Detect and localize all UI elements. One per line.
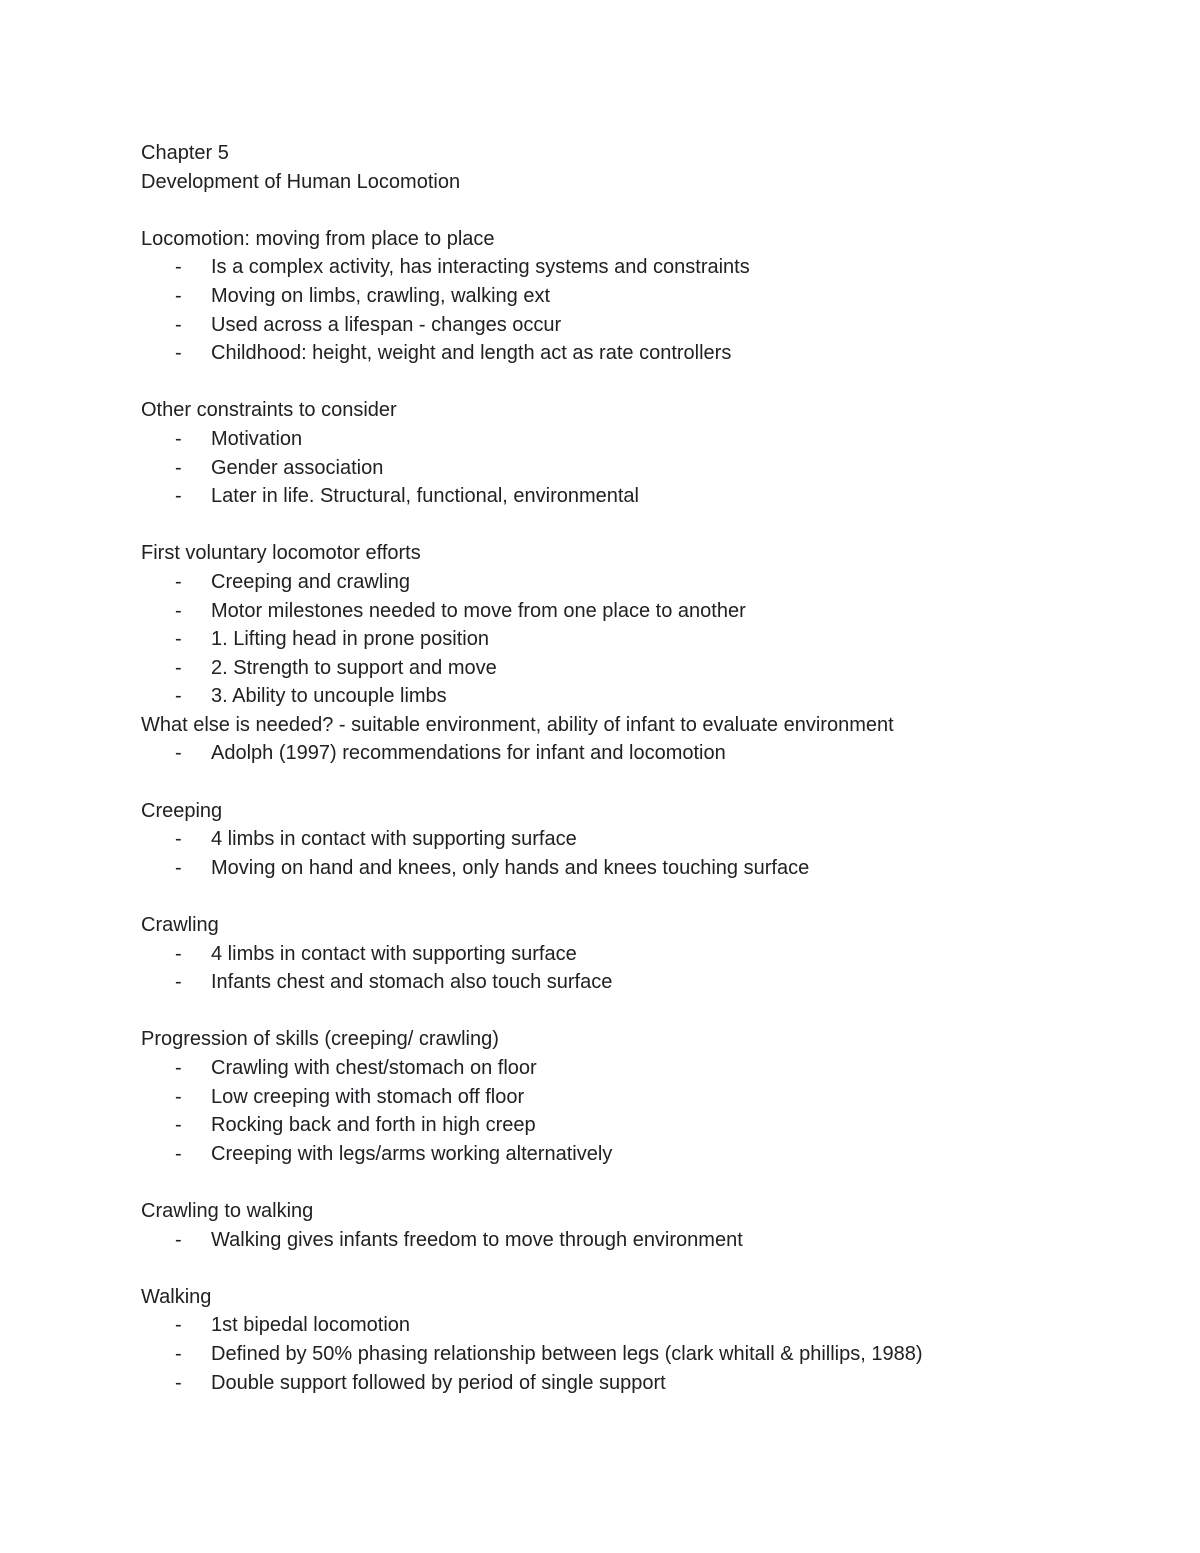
list-item-text: Creeping and crawling: [211, 570, 411, 593]
list-item-text: 1st bipedal locomotion: [211, 1314, 411, 1337]
document-page: [141, 139, 1141, 1397]
bullet-dash: -: [175, 456, 182, 479]
list-item: [141, 253, 1141, 282]
list-item-text: Rocking back and forth in high creep: [211, 1114, 536, 1137]
list-item-text: Used across a lifespan - changes occur: [211, 313, 562, 336]
list-item: [141, 682, 1141, 711]
spacer: [141, 196, 1141, 225]
list-item: [141, 1140, 1141, 1169]
list-item-text: Double support followed by period of single support: [211, 1371, 666, 1394]
section-heading: Crawling to walking: [141, 1199, 314, 1222]
bullet-dash: -: [175, 942, 182, 965]
list-item-text: 1. Lifting head in prone position: [211, 628, 489, 651]
list-item: [141, 1340, 1141, 1369]
bullet-dash: -: [175, 685, 182, 708]
list-item: [141, 311, 1141, 340]
list-item: [141, 1226, 1141, 1255]
list-item-text: Adolph (1997) recommendations for infant and locomotion: [211, 742, 726, 765]
bullet-dash: -: [175, 1371, 182, 1394]
list-item: [141, 968, 1141, 997]
list-item: [141, 454, 1141, 483]
list-item: [141, 1054, 1141, 1083]
bullet-dash: -: [175, 1057, 182, 1079]
list-item: [141, 1311, 1141, 1340]
section-heading: Crawling: [141, 914, 219, 937]
list-item: [141, 1369, 1141, 1398]
bullet-dash: -: [175, 1142, 182, 1165]
list-item: [141, 568, 1141, 597]
section-followup-heading: What else is needed? - suitable environment, ability of infant to evaluate environment: [141, 713, 894, 736]
spacer: [141, 511, 1141, 540]
list-item: [141, 425, 1141, 454]
bullet-dash: -: [175, 313, 182, 336]
section-heading: Walking: [141, 1285, 212, 1308]
section-heading: Creeping: [141, 799, 223, 822]
list-item-text: Crawling with chest/stomach on floor: [211, 1057, 537, 1079]
bullet-dash: -: [175, 856, 182, 879]
bullet-dash: -: [175, 1342, 182, 1365]
bullet-dash: -: [175, 570, 182, 593]
list-item: [141, 940, 1141, 969]
list-item-text: Moving on limbs, crawling, walking ext: [211, 284, 551, 307]
list-item: [141, 654, 1141, 683]
list-item-text: 4 limbs in contact with supporting surface: [211, 828, 577, 851]
list-item: [141, 1083, 1141, 1112]
list-item: [141, 282, 1141, 311]
list-item: [141, 482, 1141, 511]
list-item: [141, 625, 1141, 654]
bullet-dash: -: [175, 971, 182, 994]
list-item-text: Infants chest and stomach also touch surface: [211, 971, 613, 994]
spacer: [141, 1168, 1141, 1197]
list-item: [141, 854, 1141, 883]
section-heading: Progression of skills (creeping/ crawling): [141, 1028, 499, 1051]
document-subtitle: Development of Human Locomotion: [141, 170, 461, 193]
list-item-text: Is a complex activity, has interacting systems and constraints: [211, 256, 750, 279]
list-item-text: Creeping with legs/arms working alternatively: [211, 1142, 613, 1165]
document-title: Chapter 5: [141, 142, 229, 164]
bullet-dash: -: [175, 284, 182, 307]
bullet-dash: -: [175, 1228, 182, 1251]
list-item-text: Moving on hand and knees, only hands and knees touching surface: [211, 856, 810, 879]
bullet-dash: -: [175, 256, 182, 279]
list-item: [141, 825, 1141, 854]
list-item-text: Gender association: [211, 456, 384, 479]
spacer: [141, 997, 1141, 1026]
list-item: [141, 339, 1141, 368]
bullet-dash: -: [175, 742, 182, 765]
list-item: [141, 739, 1141, 768]
spacer: [141, 368, 1141, 397]
bullet-dash: -: [175, 1114, 182, 1137]
bullet-dash: -: [175, 427, 182, 450]
bullet-dash: -: [175, 599, 182, 622]
section-heading: Locomotion: moving from place to place: [141, 227, 495, 250]
list-item-text: Later in life. Structural, functional, environmental: [211, 485, 639, 508]
list-item-text: Defined by 50% phasing relationship between legs (clark whitall & phillips, 1988): [211, 1342, 923, 1365]
section-heading: Other constraints to consider: [141, 399, 397, 422]
bullet-dash: -: [175, 485, 182, 508]
bullet-dash: -: [175, 828, 182, 851]
bullet-dash: -: [175, 1085, 182, 1108]
list-item-text: 3. Ability to uncouple limbs: [211, 685, 447, 708]
list-item: [141, 1111, 1141, 1140]
list-item-text: 4 limbs in contact with supporting surface: [211, 942, 577, 965]
list-item-text: Low creeping with stomach off floor: [211, 1085, 525, 1108]
list-item-text: Motivation: [211, 427, 303, 450]
list-item: [141, 597, 1141, 626]
list-item-text: Motor milestones needed to move from one place to another: [211, 599, 746, 622]
spacer: [141, 882, 1141, 911]
bullet-dash: -: [175, 342, 182, 365]
bullet-dash: -: [175, 656, 182, 679]
bullet-dash: -: [175, 1314, 182, 1337]
bullet-dash: -: [175, 628, 182, 651]
spacer: [141, 1254, 1141, 1283]
list-item-text: Childhood: height, weight and length act as rate controllers: [211, 342, 732, 365]
spacer: [141, 768, 1141, 797]
section-heading: First voluntary locomotor efforts: [141, 542, 421, 565]
list-item-text: 2. Strength to support and move: [211, 656, 497, 679]
list-item-text: Walking gives infants freedom to move through environment: [211, 1228, 743, 1251]
